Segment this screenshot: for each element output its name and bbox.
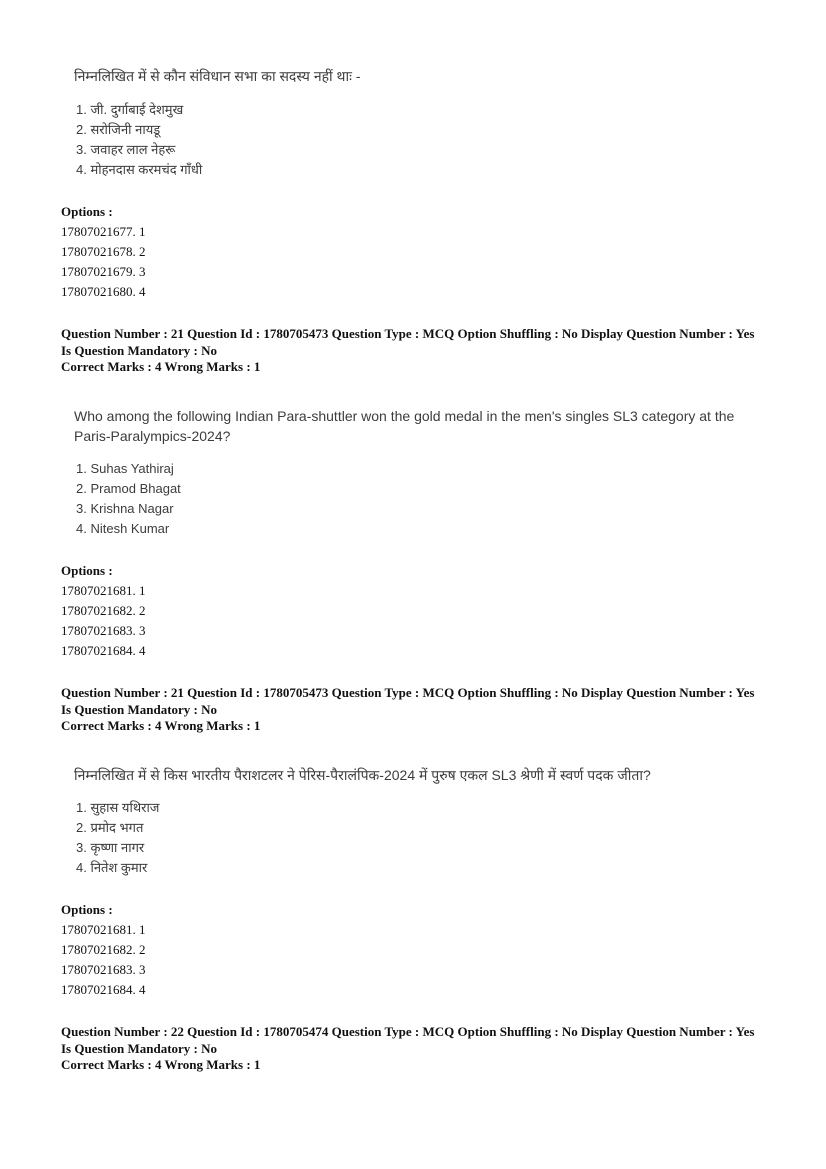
option-row: 17807021683. 3: [61, 962, 146, 977]
choice-item: 4. नितेश कुमार: [76, 860, 148, 875]
choice-item: 3. Krishna Nagar: [76, 501, 174, 516]
marks-line: Correct Marks : 4 Wrong Marks : 1: [61, 1057, 261, 1072]
question-text: निम्नलिखित में से किस भारतीय पैराशटलर ने पेरिस-पैरालंपिक-2024 में पुरुष एकल SL3 श्रेणी में स्वर्ण पदक जीता?: [74, 767, 651, 783]
question-text: निम्नलिखित में से कौन संविधान सभा का सदस्य नहीं थाः -: [74, 68, 361, 84]
question-meta: [61, 685, 781, 735]
question-meta: [61, 1024, 781, 1074]
option-row: 17807021682. 2: [61, 603, 146, 618]
options-list: [61, 202, 146, 302]
options-heading: Options :: [61, 902, 113, 917]
option-row: 17807021683. 3: [61, 623, 146, 638]
option-row: 17807021684. 4: [61, 982, 146, 997]
answer-choices: [76, 798, 159, 878]
question-text: Who among the following Indian Para-shuttler won the gold medal in the men's singles SL3 category at the Paris-Paralympics-2024?: [74, 408, 735, 444]
choice-item: 3. जवाहर लाल नेहरू: [76, 142, 176, 157]
choice-item: 4. Nitesh Kumar: [76, 521, 170, 536]
option-row: 17807021677. 1: [61, 224, 146, 239]
choice-item: 2. प्रमोद भगत: [76, 820, 144, 835]
mandatory-line: Is Question Mandatory : No: [61, 701, 218, 717]
choice-item: 1. Suhas Yathiraj: [76, 461, 174, 476]
option-row: 17807021679. 3: [61, 264, 146, 279]
option-row: 17807021681. 1: [61, 583, 146, 598]
choice-item: 4. मोहनदास करमचंद गाँधी: [76, 162, 203, 177]
marks-line: Correct Marks : 4 Wrong Marks : 1: [61, 359, 261, 374]
options-list: [61, 561, 146, 661]
question-meta: [61, 326, 781, 376]
option-row: 17807021682. 2: [61, 942, 146, 957]
choice-item: 2. Pramod Bhagat: [76, 481, 181, 496]
answer-choices: [76, 100, 202, 180]
option-row: 17807021678. 2: [61, 244, 146, 259]
choice-item: 2. सरोजिनी नायडू: [76, 122, 161, 137]
question-header: Question Number : 21 Question Id : 1780705473 Question Type : MCQ Option Shuffling : No Display Question Number : Yes: [61, 326, 755, 341]
options-heading: Options :: [61, 563, 113, 578]
options-heading: Options :: [61, 204, 113, 219]
mandatory-line: Is Question Mandatory : No: [61, 342, 218, 358]
question-header: Question Number : 22 Question Id : 1780705474 Question Type : MCQ Option Shuffling : No Display Question Number : Yes: [61, 1024, 755, 1039]
mandatory-line: Is Question Mandatory : No: [61, 1040, 218, 1056]
option-row: 17807021680. 4: [61, 284, 146, 299]
options-list: [61, 900, 146, 1000]
choice-item: 1. जी. दुर्गाबाई देशमुख: [76, 102, 184, 117]
choice-item: 3. कृष्णा नागर: [76, 840, 145, 855]
question-header: Question Number : 21 Question Id : 1780705473 Question Type : MCQ Option Shuffling : No Display Question Number : Yes: [61, 685, 755, 700]
choice-item: 1. सुहास यथिराज: [76, 800, 160, 815]
answer-choices: [76, 459, 181, 539]
option-row: 17807021684. 4: [61, 643, 146, 658]
marks-line: Correct Marks : 4 Wrong Marks : 1: [61, 718, 261, 733]
option-row: 17807021681. 1: [61, 922, 146, 937]
